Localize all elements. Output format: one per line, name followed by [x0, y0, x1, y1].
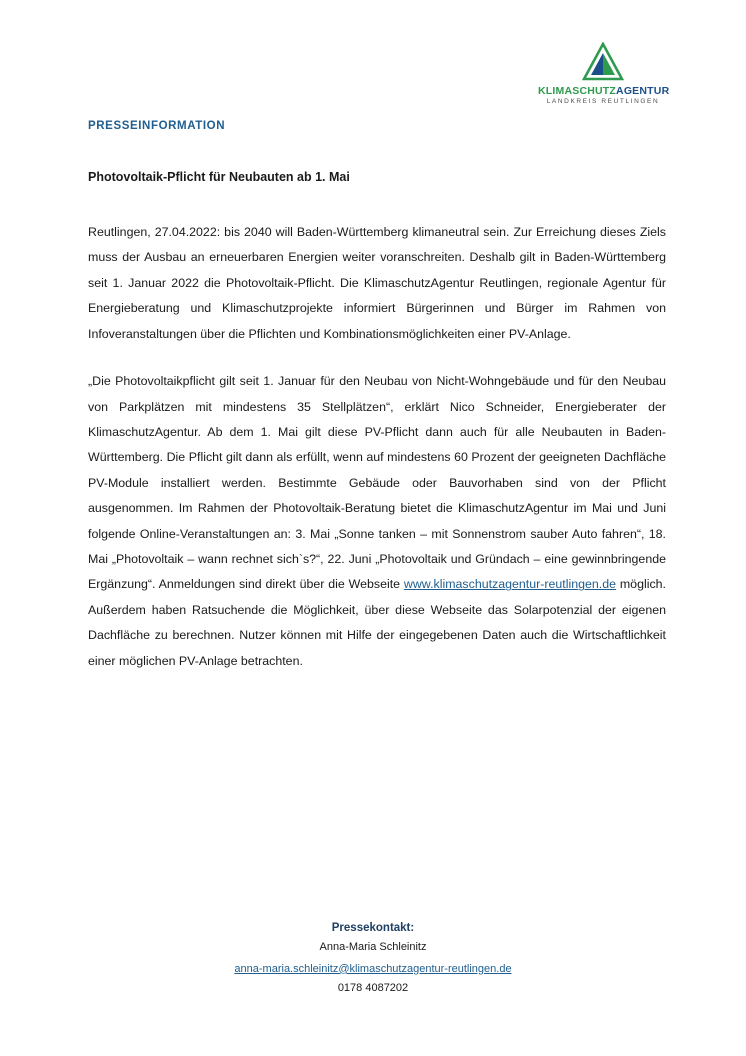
paragraph-1: Reutlingen, 27.04.2022: bis 2040 will Baden-Württemberg klimaneutral sein. Zur Erreichung dieses Ziels muss der Ausbau an erneuerbaren Energien weiter voranschreiten. Deshalb gilt in Baden-Württemberg seit 1. Januar 2022 die Photovoltaik-Pflicht. Die KlimaschutzAgentur Reutlingen, regionale Agentur für Energieberatung und Klimaschutzprojekte informiert Bürgerinnen und Bürger im Rahmen von Infoveranstaltungen über die Pflichten und Kombinationsmöglichkeiten einer PV-Anlage.	[88, 225, 666, 341]
paragraph-2-text-after-link: möglich. Außerdem haben Ratsuchende die Möglichkeit, über diese Webseite das Solarpotenzial der eigenen Dachfläche zu berechnen. Nutzer können mit Hilfe der eingegebenen Daten auch die Wirtschaftlichkeit einer möglichen PV-Anlage betrachten.	[88, 577, 667, 668]
page-title: Photovoltaik-Pflicht für Neubauten ab 1. Mai	[88, 170, 350, 184]
paragraph-2	[88, 369, 666, 674]
logo-title-part1: KLIMASCHUTZ	[538, 85, 617, 97]
website-link[interactable]: www.klimaschutzagentur-reutlingen.de	[403, 577, 617, 592]
logo-title	[538, 86, 668, 97]
triangle-leaf-logo-icon	[582, 42, 624, 82]
logo-title-part2: AGENTUR	[616, 85, 670, 97]
organization-logo	[538, 42, 668, 105]
document-content	[88, 120, 666, 674]
document-kicker: PRESSEINFORMATION	[88, 120, 226, 132]
press-contact-email-link[interactable]: anna-maria.schleinitz@klimaschutzagentur-reutlingen.de	[234, 962, 512, 975]
press-contact-phone: 0178 4087202	[337, 981, 409, 994]
logo-subtitle: LANDKREIS REUTLINGEN	[546, 97, 660, 105]
press-contact-title: Pressekontakt:	[331, 922, 415, 934]
press-contact-footer	[0, 920, 746, 996]
press-contact-name: Anna-Maria Schleinitz	[319, 941, 427, 954]
paragraph-2-text-before-link: „Die Photovoltaikpflicht gilt seit 1. Januar für den Neubau von Nicht-Wohngebäude und für den Neubau von Parkplätzen mit mindestens 35 Stellplätzen“, erklärt Nico Schneider, Energieberater der KlimaschutzAgentur. Ab dem 1. Mai gilt diese PV-Pflicht dann auch für alle Neubauten in Baden-Württemberg. Die Pflicht gilt dann als erfüllt, wenn auf mindestens 60 Prozent der geeigneten Dachfläche PV-Module installiert werden. Bestimmte Gebäude oder Bauvorhaben sind von der Pflicht ausgenommen. Im Rahmen der Photovoltaik-Beratung bietet die KlimaschutzAgentur im Mai und Juni folgende Online-Veranstaltungen an: 3. Mai „Sonne tanken – mit Sonnenstrom sauber Auto fahren“, 18. Mai „Photovoltaik – wann rechnet sich`s?“, 22. Juni „Photovoltaik und Gründach – eine gewinnbringende Ergänzung“. Anmeldungen sind direkt über die Webseite	[88, 374, 666, 592]
